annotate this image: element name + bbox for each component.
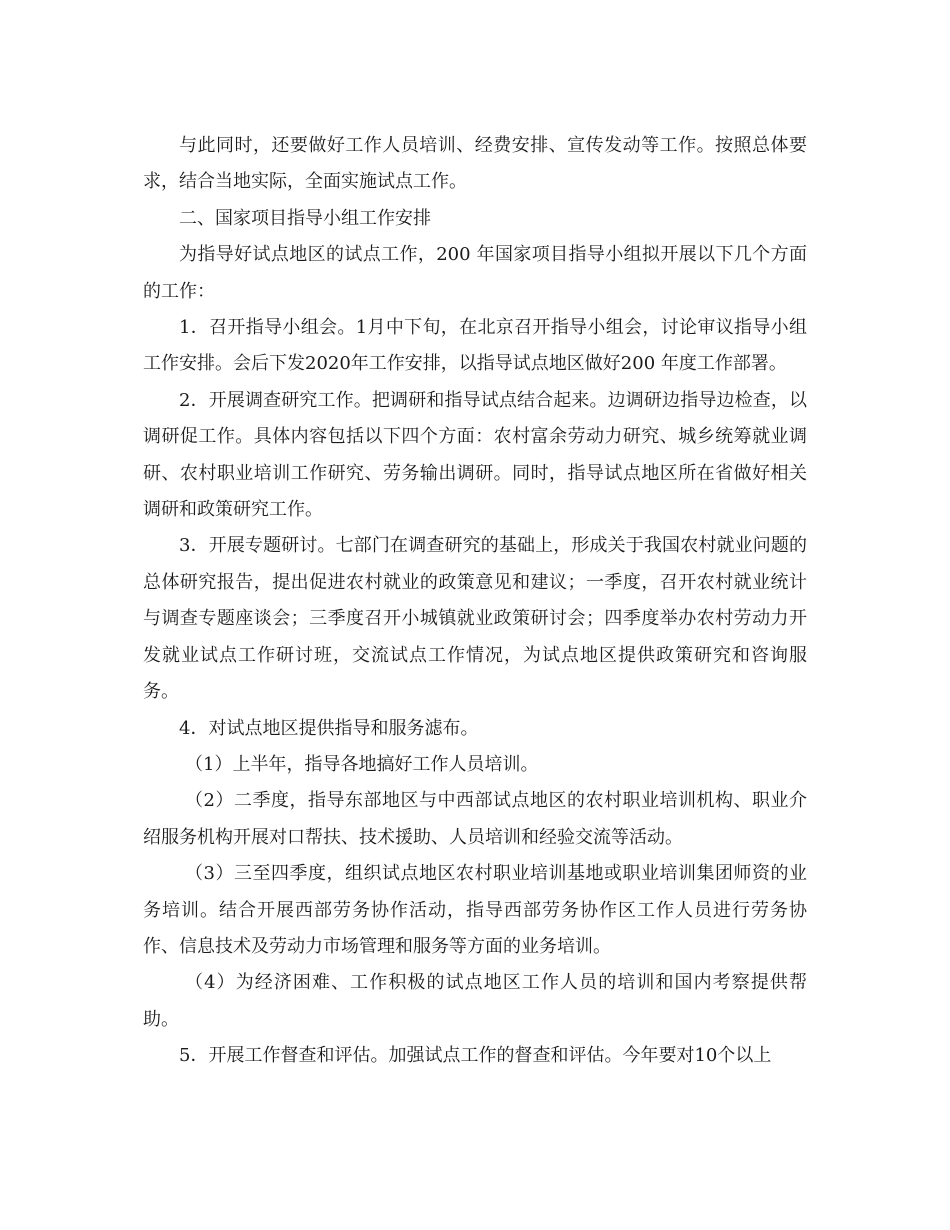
paragraph-item-3: 3．开展专题研讨。七部门在调查研究的基础上，形成关于我国农村就业问题的总体研究报告，提出促进农村就业的政策意见和建议；一季度，召开农村就业统计与调查专题座谈会；三季度召开小城镇就业政策研讨会；四季度举办农村劳动力开发就业试点工作研讨班，交流试点工作情况，为试点地区提供政策研究和咨询服务。 [143,535,807,703]
paragraph-item-4: 4．对试点地区提供指导和服务滤布。 [179,717,479,739]
paragraph-subitem-2: （2）二季度，指导东部地区与中西部试点地区的农村职业培训机构、职业介绍服务机构开展对口帮扶、技术援助、人员培训和经验交流等活动。 [143,790,807,848]
paragraph-subitem-4: （4）为经济困难、工作积极的试点地区工作人员的培训和国内考察提供帮助。 [143,972,807,1030]
paragraph-subitem-3: （3）三至四季度，组织试点地区农村职业培训基地或职业培训集团师资的业务培训。结合开展西部劳务协作活动，指导西部劳务协作区工作人员进行劳务协作、信息技术及劳动力市场管理和服务等方面的业务培训。 [143,863,807,957]
paragraph-section-intro: 为指导好试点地区的试点工作，200 年国家项目指导小组拟开展以下几个方面的工作： [143,244,807,302]
paragraph-intro: 与此同时，还要做好工作人员培训、经费安排、宣传发动等工作。按照总体要求，结合当地实际，全面实施试点工作。 [143,135,807,193]
paragraph-item-5: 5．开展工作督查和评估。加强试点工作的督查和评估。今年要对10个以上 [179,1045,772,1067]
paragraph-item-1: 1．召开指导小组会。1月中下旬，在北京召开指导小组会，讨论审议指导小组工作安排。会后下发2020年工作安排，以指导试点地区做好200 年度工作部署。 [143,317,807,375]
paragraph-item-2: 2．开展调查研究工作。把调研和指导试点结合起来。边调研边指导边检查，以调研促工作。具体内容包括以下四个方面：农村富余劳动力研究、城乡统筹就业调研、农村职业培训工作研究、劳务输出调研。同时，指导试点地区所在省做好相关调研和政策研究工作。 [143,389,807,521]
section-heading: 二、国家项目指导小组工作安排 [179,207,431,229]
paragraph-subitem-1: （1）上半年，指导各地搞好工作人员培训。 [185,753,539,775]
document-body [143,128,807,1075]
